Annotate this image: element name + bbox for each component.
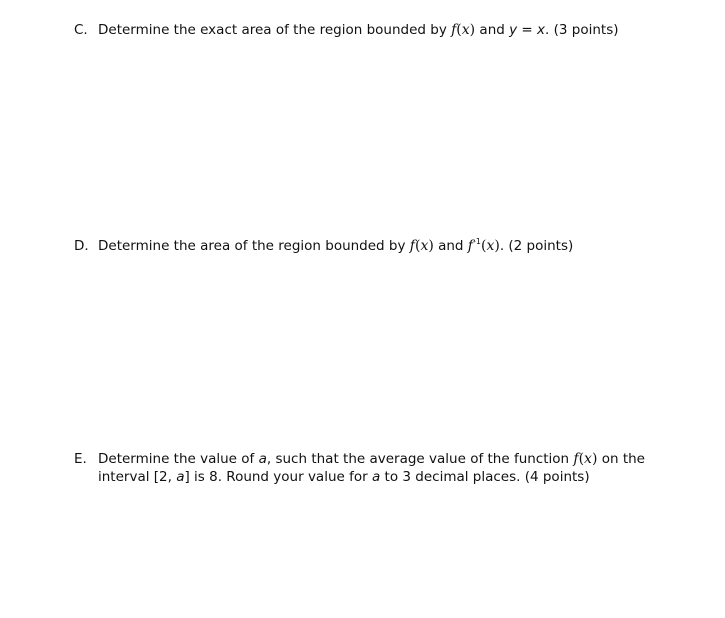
x-symbol: x xyxy=(584,451,592,467)
x-variable: x xyxy=(537,22,546,38)
function-f-of-x xyxy=(573,451,597,467)
a-variable: a xyxy=(176,469,185,485)
paren-close: ) xyxy=(469,22,476,38)
question-e-text-2: , such that the average value of the function xyxy=(266,451,574,467)
f-symbol: f xyxy=(409,238,415,254)
question-d xyxy=(74,237,674,255)
question-c-text-2: and xyxy=(475,22,510,38)
x-symbol: x xyxy=(486,238,495,254)
inverse-superscript: -1 xyxy=(472,237,481,246)
question-e-text-4: ] is 8. Round your value for xyxy=(184,469,372,485)
question-c-label: C. xyxy=(74,22,88,38)
paren-close: ) xyxy=(428,238,434,254)
question-c-text-3: = xyxy=(517,22,538,38)
x-symbol: x xyxy=(461,22,470,38)
inverse-function-f-of-x xyxy=(468,238,500,254)
f-symbol: f xyxy=(451,22,457,38)
question-e-label: E. xyxy=(74,451,87,467)
question-d-text-1: Determine the area of the region bounded by xyxy=(98,238,410,254)
question-c-text-4: . (3 points) xyxy=(545,22,619,38)
question-c-text-1: Determine the exact area of the region bounded by xyxy=(98,22,452,38)
question-d-text-3: . (2 points) xyxy=(499,238,574,254)
question-c xyxy=(74,21,674,39)
f-inverse-symbol: f xyxy=(467,238,473,254)
question-e-text-3: on the interval [2, xyxy=(98,451,645,485)
paren-open: ( xyxy=(456,22,462,38)
paren-open: ( xyxy=(414,238,421,254)
a-variable: a xyxy=(258,451,267,467)
function-f-of-x xyxy=(410,238,434,254)
question-c-text xyxy=(98,21,674,39)
question-d-label: D. xyxy=(74,238,89,254)
paren-close: ) xyxy=(591,451,598,467)
a-variable: a xyxy=(371,469,381,485)
x-symbol: x xyxy=(420,238,429,254)
question-d-text-2: and xyxy=(433,238,468,254)
function-f-of-x xyxy=(451,22,475,38)
paren-open: ( xyxy=(480,238,487,254)
question-e xyxy=(74,450,674,486)
question-e-text-1: Determine the value of xyxy=(98,451,259,467)
question-e-text-5: to 3 decimal places. (4 points) xyxy=(380,469,590,485)
f-symbol: f xyxy=(573,451,579,467)
paren-open: ( xyxy=(578,451,585,467)
question-e-text xyxy=(98,450,674,486)
y-variable: y xyxy=(509,22,518,38)
paren-close: ) xyxy=(494,238,500,254)
question-d-text xyxy=(98,237,674,255)
